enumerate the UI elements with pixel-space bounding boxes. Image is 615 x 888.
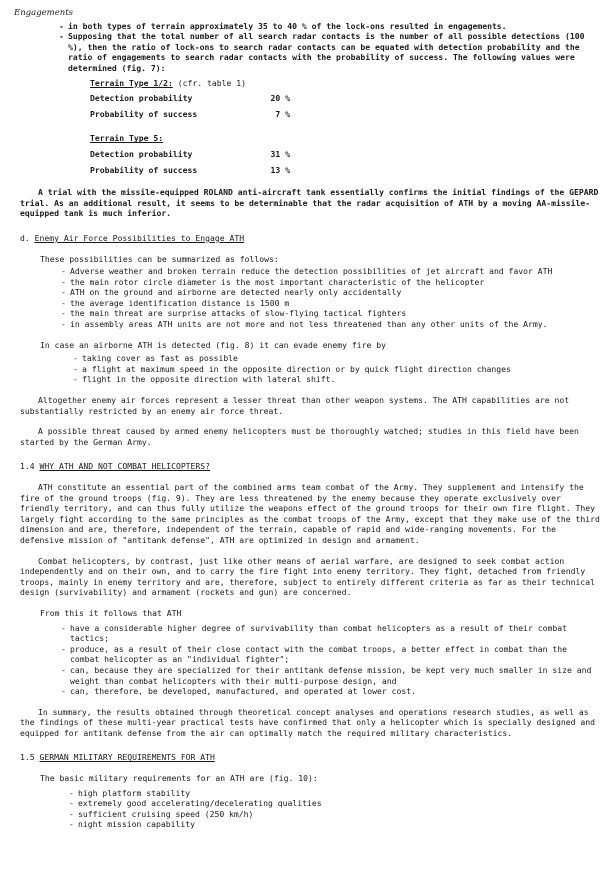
section-number: 1.4 [20,461,40,472]
roland-paragraph: A trial with the missile-equipped ROLAND anti-aircraft tank essentially confirms the initial findings of the GEPARD trial. As an additional result, it seems to be determinable that the radar acquisition of ATH by a moving AA-missile-equipped tank is much inferior. [20,187,599,219]
list-item: - ATH on the ground and airborne are detected nearly only accidentally [70,287,601,298]
section-1-4-paragraph-2: Combat helicopters, by contrast, just like other means of aerial warfare, are designed to seek combat action independently and on their own, and to carry the fire fight into enemy territory. They fight, detached from friendly troops, mainly in enemy territory and are, therefore, subject to entirely different criteria as far as their technical design (survivability) and armament (rockets and gun) are concerned. [20,555,595,598]
evade-intro: In case an airborne ATH is detected (fig. 8) it can evade enemy fire by [40,339,386,350]
terrain-table-note: (cfr. table 1) [172,77,246,88]
row-label: Probability of success [90,108,198,119]
section-1-5-heading [20,752,601,763]
row-value: 31 % [270,148,290,159]
row-value: 20 % [270,93,290,104]
list-item: - extremely good accelerating/decelerating qualities [78,798,601,809]
list-item: - night mission capability [78,819,601,830]
list-item: - the main rotor circle diameter is the most important characteristic of the helicopter [70,277,601,288]
altogether-paragraph: Altogether enemy air forces represent a lesser threat than other weapon systems. The ATH capabilities are not substantially restricted by an enemy air force threat. [20,395,570,416]
list-item: - a flight at maximum speed in the opposite direction or by quick flight direction changes [82,364,601,375]
evade-bullet-list [20,353,601,385]
list-item: - the main threat are surprise attacks of slow-flying tactical fighters [70,308,601,319]
list-item: - produce, as a result of their close contact with the combat troops, a better effect in combat than the combat helicopter as an "individual fighter"; [70,644,601,665]
terrain-table-title: Terrain Type 5: [90,133,164,144]
list-item: - in assembly areas ATH units are not more and not less threatened than any other units of the Army. [70,319,601,330]
intro-bullet-list [20,21,601,74]
section-1-4-paragraph-1: ATH constitute an essential part of the combined arms team combat of the Army. They supplement and intensify the fire of the ground troops (fig. 9). They are less threatened by the enemy because they operate exclusively over friendly territory, and can thus fully utilize the weapons effect of the ground troops for their own fire flight. They largely fight according to the same principles as the combat troops of the Army, except that they make use of the third dimension and are, therefore, independent of the terrain, capable of rapid and wide-ranging movements. For the defensive mission of "antitank defense", ATH are optimized in design and armament. [20,482,600,545]
table-row [90,93,601,104]
list-item: - can, therefore, be developed, manufactured, and operated at lower cost. [70,686,601,697]
list-item: - in both types of terrain approximately 35 to 40 % of the lock-ons resulted in engagements. [68,21,601,32]
section-d-heading [20,233,601,244]
possible-threat-paragraph: A possible threat caused by armed enemy helicopters must be thoroughly watched; studies in this field have been started by the German Army. [20,426,579,447]
list-item: - high platform stability [78,788,601,799]
terrain-table-title: Terrain Type 1/2: [90,77,173,88]
table-row [90,165,601,176]
row-value: 13 % [270,164,290,175]
summary-paragraph: In summary, the results obtained through theoretical concept analyses and operations research studies, as well as the findings of these multi-year practical tests have confirmed that only a helicopter which is specially designed and equipped for antitank defense from the air can optimally match the required military characteristics. [20,706,595,738]
section-1-4-bullet-list [20,623,601,697]
section-title: Enemy Air Force Possibilities to Engage ATH [34,232,245,243]
section-d-bullet-list [20,266,601,330]
section-1-5-bullet-list [20,788,601,830]
list-item: - can, because they are specialized for their antitank defense mission, be kept very much smaller in size and weight than combat helicopters with their multi-purpose design, and [70,665,601,686]
list-item: - the average identification distance is 1500 m [70,298,601,309]
section-number: d. [20,232,35,243]
row-label: Detection probability [90,148,193,159]
table-row [90,109,601,120]
terrain-table-5 [90,133,601,175]
section-d-intro: These possibilities can be summarized as follows: [40,253,279,264]
section-1-5-intro: The basic military requirements for an ATH are (fig. 10): [40,773,318,784]
follows-intro: From this it follows that ATH [40,607,182,618]
list-item: - Adverse weather and broken terrain reduce the detection possibilities of jet aircraft and favor ATH [70,266,601,277]
list-item: - sufficient cruising speed (250 km/h) [78,809,601,820]
row-label: Probability of success [90,164,198,175]
terrain-table-1-2 [90,78,601,120]
row-label: Detection probability [90,93,193,104]
section-title: GERMAN MILITARY REQUIREMENTS FOR ATH [39,752,215,763]
row-value: 7 % [275,108,290,119]
list-item: - Supposing that the total number of all search radar contacts is the number of all possible detections (100 %), then the ratio of lock-ons to search radar contacts can be equated with detection probability and the ratio of engagements to search radar contacts with the probability of success. The following values were determined (fig. 7): [68,31,601,73]
table-row [90,149,601,160]
list-item: - have a considerable higher degree of survivability than combat helicopters as a result of their combat tactics; [70,623,601,644]
running-header: Engagements [14,8,74,18]
section-1-4-heading [20,461,601,472]
section-number: 1.5 [20,752,40,763]
list-item: - flight in the opposite direction with lateral shift. [82,374,601,385]
list-item: - taking cover as fast as possible [82,353,601,364]
section-title: WHY ATH AND NOT COMBAT HELICOPTERS? [39,461,211,472]
